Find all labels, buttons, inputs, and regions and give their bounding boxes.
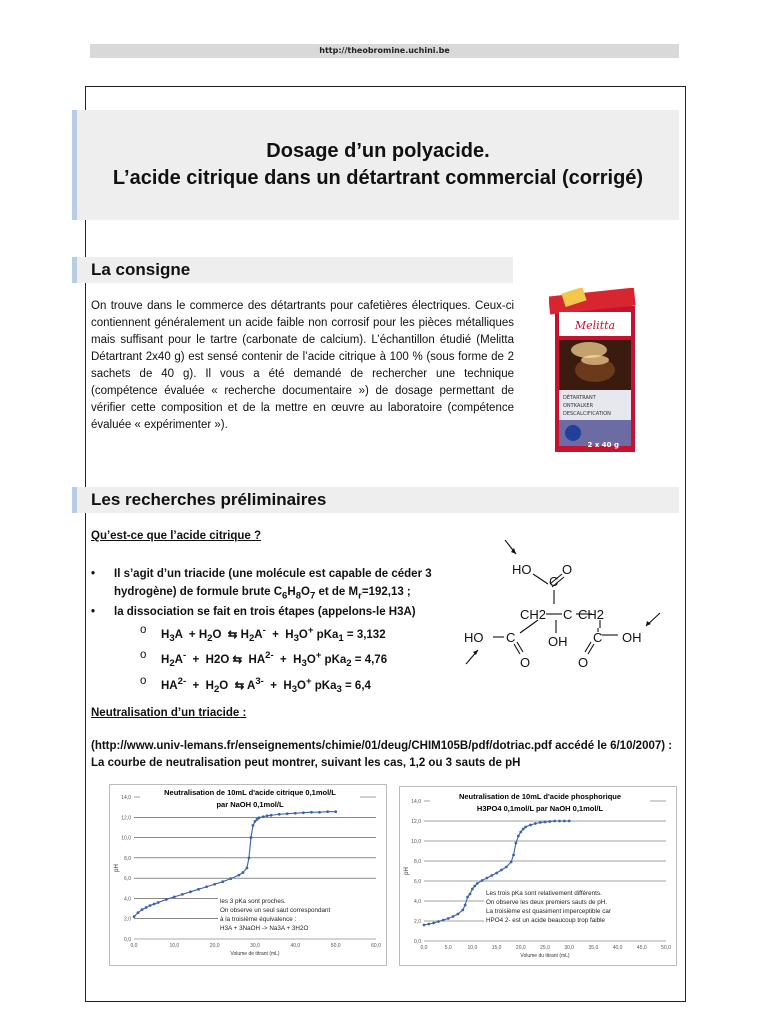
data-point (262, 815, 265, 818)
data-point (544, 821, 547, 824)
x-tick-label: 30,0 (250, 943, 260, 949)
data-point (221, 880, 224, 883)
question-neutralisation: Neutralisation d’un triacide : (91, 707, 247, 719)
data-point (294, 812, 297, 815)
data-point (165, 898, 168, 901)
x-tick-label: 10,0 (169, 943, 180, 949)
mol-atom-c1: C (549, 574, 559, 589)
x-tick-label: 10,0 (467, 945, 478, 951)
x-tick-label: 50,0 (661, 945, 671, 951)
mol-atom-ho-top: HO (512, 562, 532, 577)
mol-atom-oh-center: OH (548, 634, 568, 649)
y-tick-label: 2,0 (124, 916, 131, 923)
data-point (534, 822, 537, 825)
x-tick-label: 35,0 (588, 945, 599, 951)
data-point (505, 866, 508, 869)
data-point (447, 917, 450, 920)
x-tick-label: 40,0 (290, 943, 301, 949)
bullet-triacide: • Il s’agit d’un triacide (une molécule est capable de céder 3 hydrogène) de formule brute $C_6H_8O_7$ et de $M_r=192,13$ ; (91, 566, 436, 604)
x-axis-label: Volume de titrant (mL) (230, 951, 280, 957)
x-tick-label: 20,0 (515, 945, 526, 951)
product-size: 2 x 40 g (587, 441, 619, 449)
data-point (278, 813, 281, 816)
citric-acid-facts (91, 566, 436, 699)
data-point (437, 920, 440, 923)
y-tick-label: 12,0 (121, 815, 131, 822)
mol-atom-o-left: O (520, 655, 531, 670)
data-point (529, 824, 532, 827)
data-point (553, 820, 556, 823)
data-point (173, 896, 176, 899)
data-point (318, 811, 321, 814)
y-tick-label: 10,0 (121, 835, 131, 842)
data-point (197, 888, 200, 891)
mol-atom-c-center: C (563, 607, 573, 622)
chart-title: Neutralisation de 10mL d'acide phosphorique (458, 792, 622, 801)
y-tick-label: 2,0 (414, 919, 421, 925)
x-tick-label: 30,0 (564, 945, 575, 951)
data-point (469, 893, 472, 896)
annotation-text: HPO4 2- est un acide beaucoup trop faible (486, 917, 606, 924)
equation-1: o $H_3A + H_2O$ ⇆ $H_2A^- + H_3O^+$ pKa$_1$ = 3,132 (91, 622, 436, 648)
data-point (252, 824, 255, 827)
y-tick-label: 4,0 (414, 899, 421, 905)
data-point (517, 835, 520, 838)
data-point (539, 821, 542, 824)
data-point (334, 810, 337, 813)
data-point (486, 877, 489, 880)
document-title (72, 110, 679, 220)
data-point (481, 879, 484, 882)
chart-citric-acid-svg (110, 785, 386, 965)
data-point (473, 885, 476, 888)
bullet-dissociation: • la dissociation se fait en trois étapes (appelons-le H3A) (91, 604, 436, 622)
citric-acid-structure (450, 540, 670, 675)
section-heading-consigne: La consigne (72, 257, 513, 283)
data-point (326, 810, 329, 813)
mol-atom-c-right: C (593, 630, 603, 645)
data-point (558, 820, 561, 823)
data-point (258, 816, 261, 819)
data-point (250, 836, 253, 839)
data-point (500, 869, 503, 872)
chart-citric-acid (109, 784, 387, 966)
y-tick-label: 14,0 (411, 799, 421, 805)
y-tick-label: 4,0 (124, 896, 131, 903)
x-tick-label: 5,0 (444, 945, 452, 951)
equation-2: o $H_2A^- + H2O$ ⇆ $HA^{2-} + H_3O^+$ pKa$_2$ = 4,76 (91, 647, 436, 673)
data-point (510, 861, 513, 864)
data-point (466, 896, 469, 899)
annotation-text: On observe les deux premiers sauts de pH. (486, 899, 608, 906)
y-tick-label: 6,0 (414, 879, 421, 885)
question-citric-acid: Qu’est-ce que l’acide citrique ? (91, 530, 261, 542)
mol-atom-oh-right: OH (622, 630, 642, 645)
data-point (137, 911, 140, 914)
y-tick-label: 0,0 (414, 939, 421, 945)
x-axis-label: Volume du titrant (mL) (520, 953, 570, 959)
chart-title: par NaOH 0,1mol/L (216, 800, 284, 809)
data-point (512, 854, 515, 857)
chart-phosphoric-acid (399, 786, 677, 966)
chart-phosphoric-acid-svg (400, 787, 676, 965)
data-point (524, 826, 527, 829)
data-point (310, 811, 313, 814)
annotation-text: Les trois pKa sont relativement différents. (486, 890, 602, 897)
data-point (229, 877, 232, 880)
y-tick-label: 6,0 (124, 876, 131, 883)
x-tick-label: 20,0 (209, 943, 220, 949)
data-point (461, 909, 464, 912)
equation-3: o $HA^{2-} + H_2O$ ⇆ $A^{3-} + H_3O^+$ pKa$_3$ = 6,4 (91, 673, 436, 699)
y-tick-label: 0,0 (124, 937, 131, 943)
x-tick-label: 50,0 (330, 943, 341, 949)
data-point (270, 814, 273, 817)
mol-atom-c-left: C (506, 630, 516, 645)
data-point (242, 871, 245, 874)
y-axis-label: pH (114, 864, 120, 872)
data-point (237, 874, 240, 877)
data-point (563, 820, 566, 823)
title-line-1: Dosage d’un polyacide. (266, 140, 490, 162)
data-point (153, 903, 156, 906)
data-point (149, 904, 152, 907)
data-point (141, 908, 144, 911)
data-point (423, 924, 426, 927)
y-tick-label: 10,0 (411, 839, 421, 845)
data-point (442, 919, 445, 922)
url-bar: http://theobromine.uchini.be (90, 44, 679, 58)
mol-atom-ho-left: HO (464, 630, 484, 645)
data-point (213, 883, 216, 886)
data-point (490, 874, 493, 877)
data-point (302, 811, 305, 814)
y-tick-label: 8,0 (414, 859, 421, 865)
data-point (568, 820, 571, 823)
x-tick-label: 40,0 (612, 945, 623, 951)
product-label-3: DESCALCIFICATION (563, 411, 611, 417)
title-line-2: L’acide citrique dans un détartrant commercial (corrigé) (112, 167, 644, 189)
data-point (519, 831, 522, 834)
x-tick-label: 45,0 (636, 945, 647, 951)
data-point (456, 913, 459, 916)
y-tick-label: 12,0 (411, 819, 421, 825)
reference-text: (http://www.univ-lemans.fr/enseignements/chimie/01/deug/CHIM105B/pdf/dotriac.pdf accédé le 6/10/2007) : La courbe de neutralisation peut montrer, suivant les cas, 1,2 ou 3 sauts de pH (91, 740, 673, 769)
data-point (181, 893, 184, 896)
data-point (452, 915, 455, 918)
product-label-1: DÉTARTRANT (563, 395, 596, 401)
data-point (266, 814, 269, 817)
chart-title: H3PO4 0,1mol/L par NaOH 0,1mol/L (476, 804, 604, 813)
data-point (246, 867, 249, 870)
data-point (515, 842, 518, 845)
mol-atom-o-top: O (562, 562, 573, 577)
data-point (205, 885, 208, 888)
x-tick-label: 60,0 (371, 943, 381, 949)
y-axis-label: pH (404, 867, 410, 875)
mol-atom-ch2-left: CH2 (520, 607, 547, 622)
data-point (145, 906, 148, 909)
data-point (432, 922, 435, 925)
data-point (427, 923, 430, 926)
data-point (495, 872, 498, 875)
mol-atom-o-right: O (578, 655, 589, 670)
data-point (548, 820, 551, 823)
consigne-paragraph: On trouve dans le commerce des détartrants pour cafetières électriques. Ceux-ci contiennent généralement un acide faible non corrosif pour les pièces métalliques mais suffisant pour le tartre (carbonate de calcium). L’échantillon étudié (Melitta Détartrant 2x40 g) est sensé contenir de l’acide citrique à 100 % (sous forme de 2 sachets de 40 g). Il vous a été demandé de rechercher une technique (compétence évaluée « recherche documentaire ») de dosage permettant de vérifier cette composition et de la mettre en œuvre au laboratoire (compétence évaluée « expérimenter »). (91, 300, 514, 431)
annotation-text: On observe un seul saut correspondant (220, 907, 331, 914)
product-brand: Melitta (574, 319, 616, 332)
section-heading-recherches: Les recherches préliminaires (72, 487, 679, 513)
y-tick-label: 14,0 (121, 795, 131, 801)
x-tick-label: 25,0 (540, 945, 550, 951)
data-point (476, 882, 479, 885)
data-point (248, 856, 251, 859)
x-tick-label: 0,0 (420, 945, 428, 951)
annotation-text: à la troisième équivalence : (220, 916, 297, 923)
chart-title: Neutralisation de 10mL d'acide citrique 0,1mol/L (164, 788, 336, 797)
mol-atom-ch2-right: CH2 (578, 607, 605, 622)
data-point (189, 890, 192, 893)
data-point (157, 901, 160, 904)
data-point (286, 812, 289, 815)
product-label-2: ONTKALKER (563, 403, 594, 409)
annotation-text: H3A + 3NaOH -> Na3A + 3H2O (220, 925, 309, 932)
annotation-text: La troisième est quasiment imperceptible car (486, 908, 611, 915)
annotation-text: les 3 pKa sont proches. (220, 898, 286, 905)
data-point (133, 915, 136, 918)
data-point (522, 828, 525, 831)
data-point (464, 904, 467, 907)
data-point (254, 820, 257, 823)
data-point (471, 888, 474, 891)
x-tick-label: 0,0 (130, 943, 138, 949)
y-tick-label: 8,0 (124, 855, 131, 862)
product-image (549, 288, 641, 452)
x-tick-label: 15,0 (491, 945, 502, 951)
